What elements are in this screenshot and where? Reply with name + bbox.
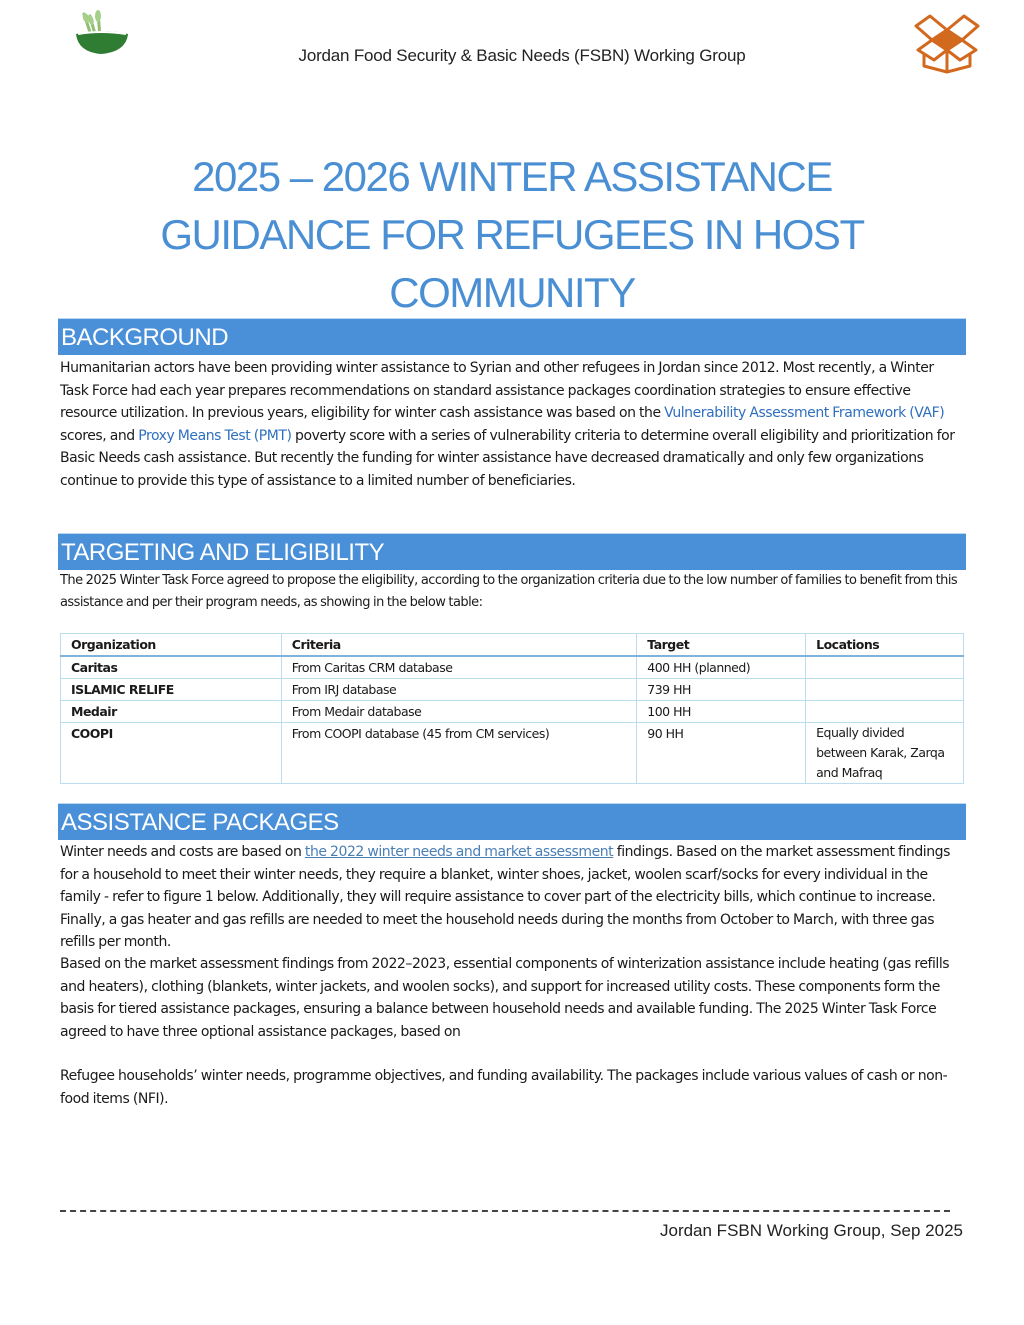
cell-target: 739 HH [637,679,806,701]
packages-paragraph-1 [60,841,965,954]
cell-criteria: From COOPI database (45 from CM services) [281,723,637,784]
background-text-1: Humanitarian actors have been providing winter assistance to Syrian and other refugees in Jordan since 2012. Most recently, a Winter Task Force had each year prepares recommendations on standard assistance packages coordination strategies to ensure effective resource utilization. In previous years, eligibility for winter cash assistance was based on the [60,360,934,421]
section-heading-targeting: TARGETING AND ELIGIBILITY [58,533,966,570]
title-line-2: GUIDANCE FOR REFUGEES IN HOST [160,211,864,258]
cell-target: 90 HH [637,723,806,784]
cell-organization: COOPI [61,723,282,784]
column-header-locations: Locations [806,634,964,657]
background-paragraph [60,357,965,492]
column-header-target: Target [637,634,806,657]
cell-locations [806,679,964,701]
cell-organization: ISLAMIC RELIFE [61,679,282,701]
title-line-1: 2025 – 2026 WINTER ASSISTANCE [192,153,832,200]
table-row [61,679,964,701]
footer-text: Jordan FSBN Working Group, Sep 2025 [659,1221,963,1240]
footer-divider [60,1210,950,1212]
packages-paragraph-2: Based on the market assessment findings from 2022–2023, essential components of winterization assistance include heating (gas refills and heaters), clothing (blankets, winter jackets, and woolen socks), and support for increased utility costs. These components form the basis for tiered assistance packages, ensuring a balance between household needs and available funding. The 2025 Winter Task Force agreed to have three optional assistance packages, based on [60,956,950,1040]
table-row [61,701,964,723]
title-line-3: COMMUNITY [389,269,635,316]
cell-locations [806,701,964,723]
packages-text-2: findings. Based on the market assessment findings for a household to meet their winter needs, they require a blanket, winter shoes, jacket, woolen scarf/socks for every individual in the family - refer to figure 1 below. Additionally, they will require assistance to cover part of the electricity bills, which continue to increase. Finally, a gas heater and gas refills are needed to meet the household needs during the months from October to March, with three gas refills per month. [60,844,950,950]
table-row [61,723,964,784]
cell-criteria: From Caritas CRM database [281,656,637,679]
header-title: Jordan Food Security & Basic Needs (FSBN) Working Group [298,46,746,65]
background-text-3: poverty score with a series of vulnerability criteria to determine overall eligibility and prioritization for Basic Needs cash assistance. But recently the funding for winter assistance have decreased dramatically and only few organizations continue to provide this type of assistance to a limited number of beneficiaries. [60,427,955,489]
background-text-2: scores, and [60,427,139,444]
section-heading-background: BACKGROUND [58,318,966,355]
cell-locations [806,656,964,679]
cell-criteria: From IRJ database [281,679,637,701]
cell-target: 100 HH [637,701,806,723]
vaf-link[interactable]: Vulnerability Assessment Framework (VAF) [664,405,945,421]
cell-target: 400 HH (planned) [637,656,806,679]
targeting-intro: The 2025 Winter Task Force agreed to propose the eligibility, according to the organization criteria due to the low number of families to benefit from this assistance and per their program needs, as showing in the below table: [60,573,958,610]
column-header-criteria: Criteria [281,634,637,657]
table-row [61,656,964,679]
section-heading-packages: ASSISTANCE PACKAGES [58,803,966,840]
cell-organization: Caritas [61,656,282,679]
market-assessment-link[interactable]: the 2022 winter needs and market assessment [304,844,614,860]
column-header-organization: Organization [61,634,282,657]
pmt-link[interactable]: Proxy Means Test (PMT) [138,427,292,444]
eligibility-table [60,633,964,784]
document-title [0,148,1024,322]
cell-organization: Medair [61,701,282,723]
cell-locations: Equally divided between Karak, Zarqa and Mafraq [806,723,964,784]
table-header-row [61,634,964,657]
packages-paragraph-3: Refugee households’ winter needs, programme objectives, and funding availability. The packages include various values of cash or non-food items (NFI). [60,1068,948,1107]
cell-criteria: From Medair database [281,701,637,723]
packages-text-1: Winter needs and costs are based on [60,844,305,860]
